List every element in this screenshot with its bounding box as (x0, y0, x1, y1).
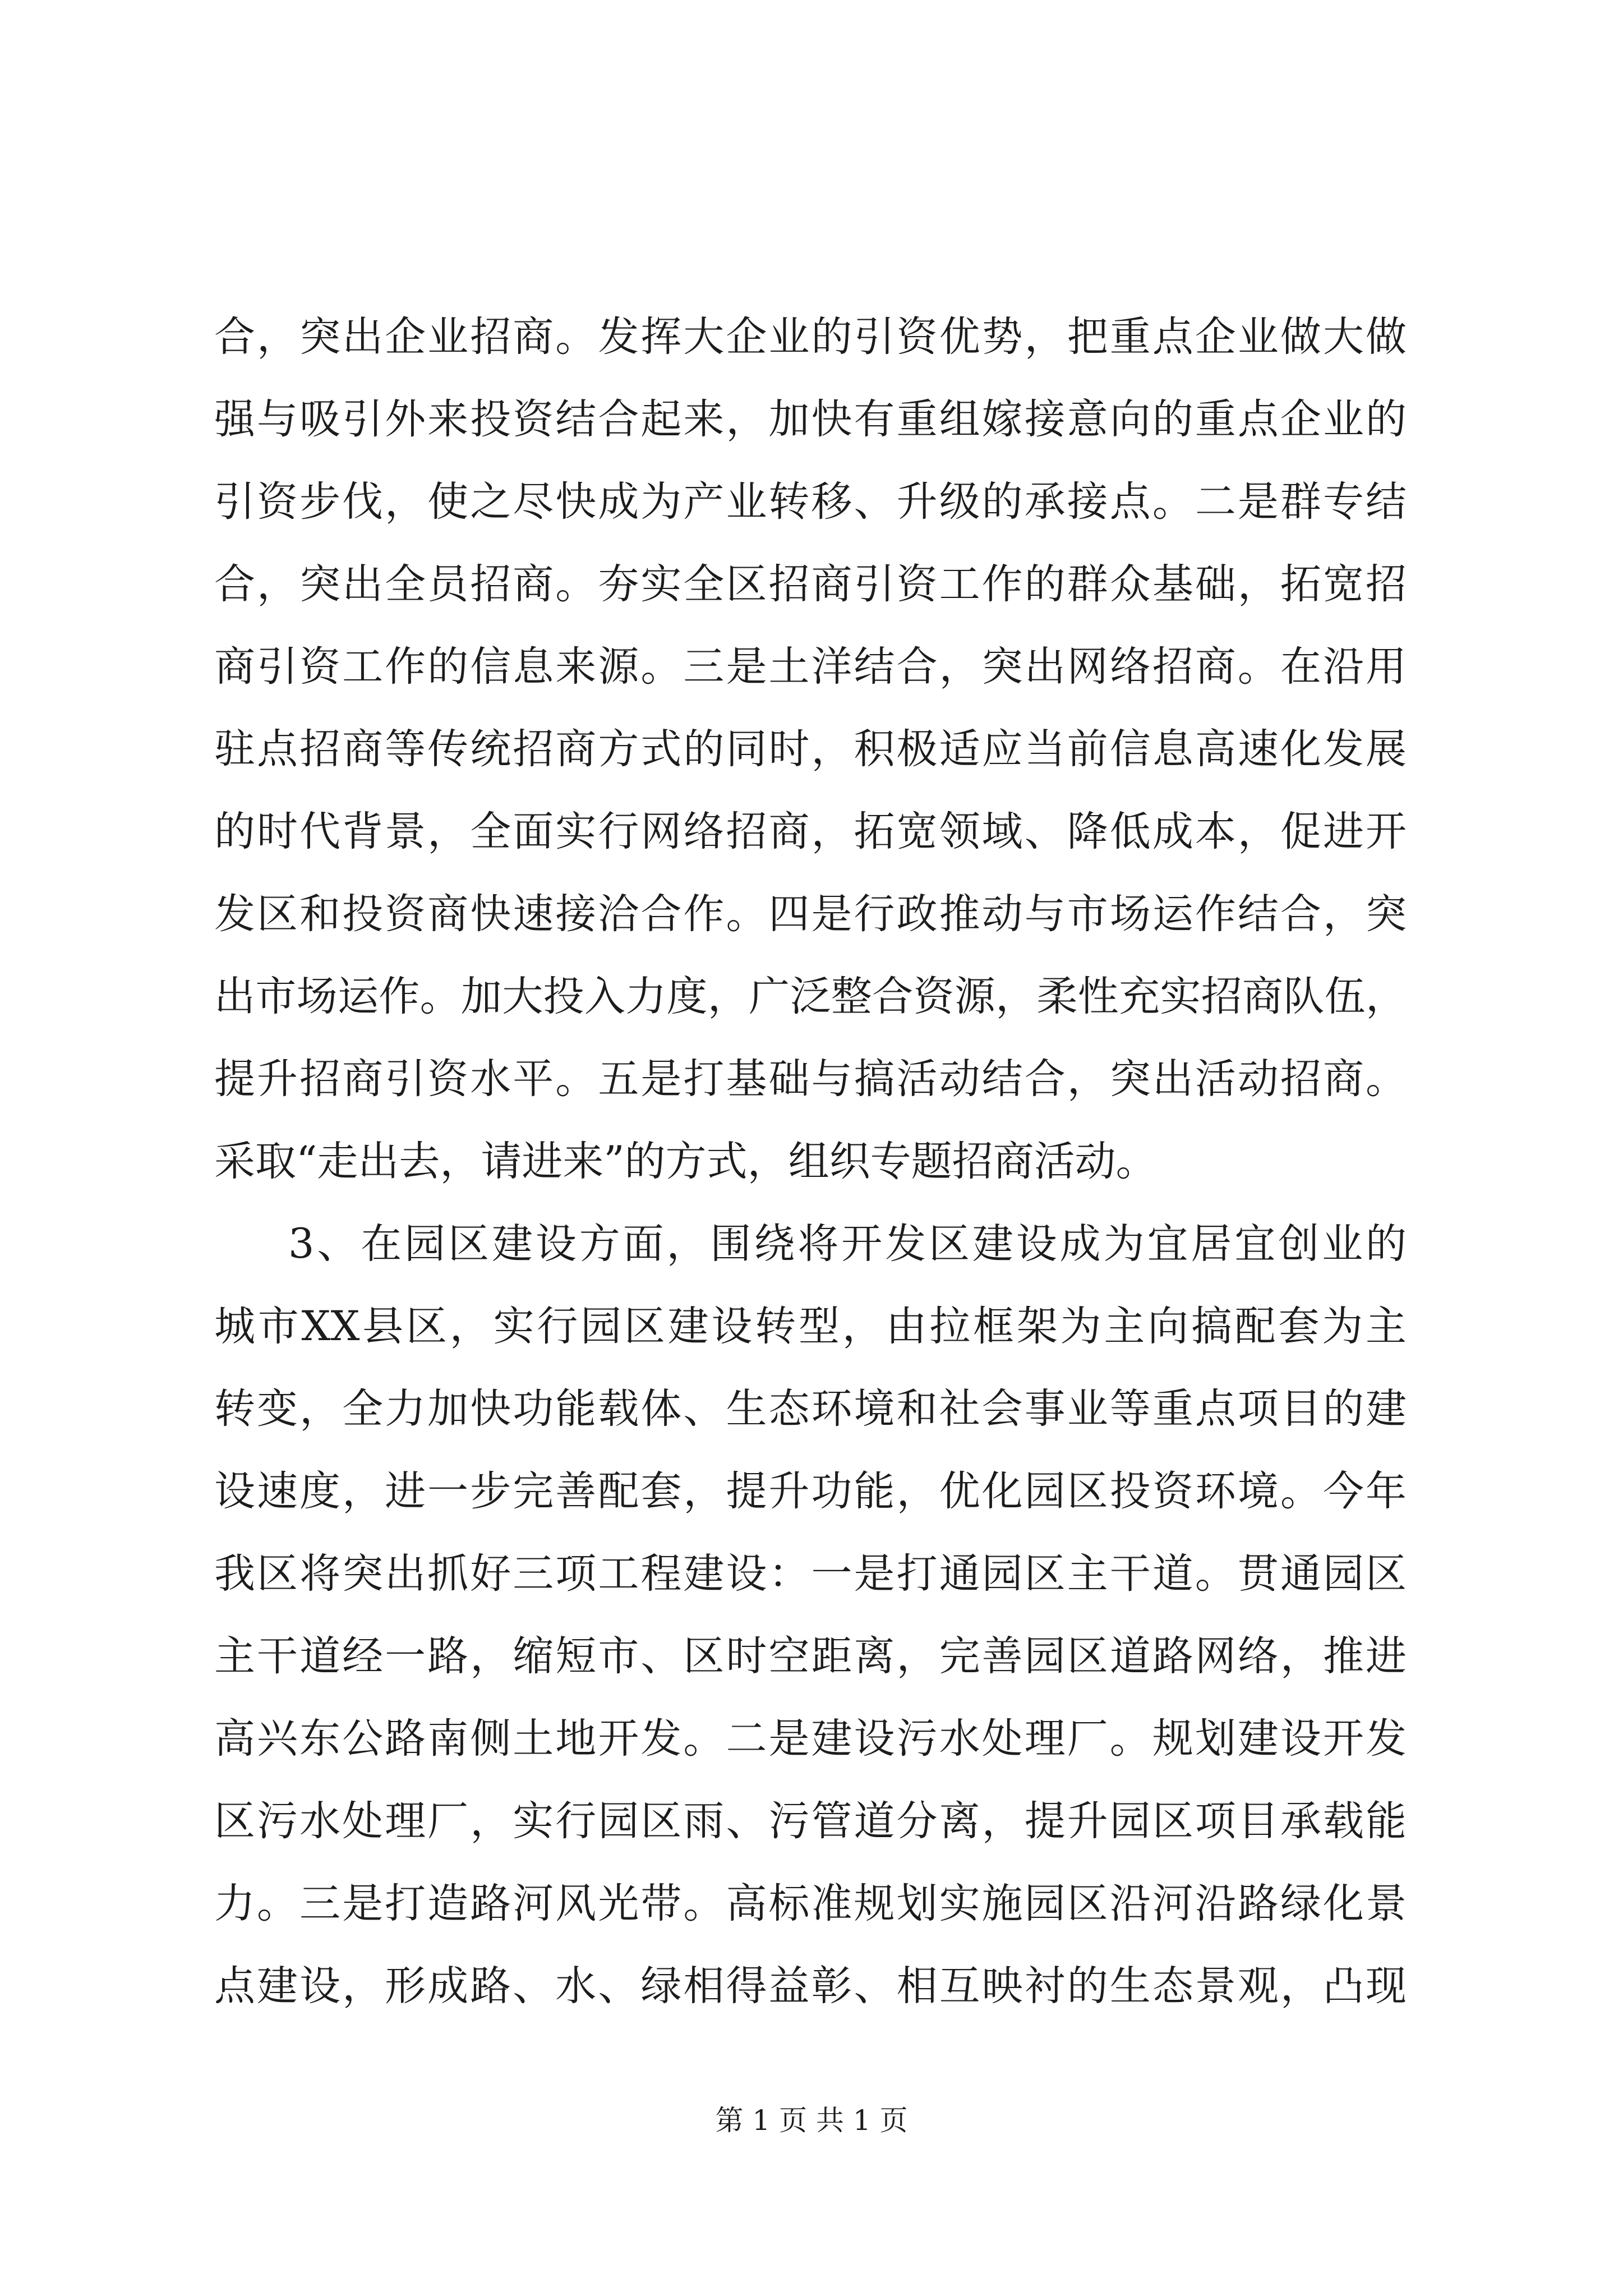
text-line: 发区和投资商快速接洽合作。四是行政推动与市场运作结合，突 (214, 890, 1407, 938)
text-line: 强与吸引外来投资结合起来，加快有重组嫁接意向的重点企业的 (214, 395, 1407, 443)
text-line: 高兴东公路南侧土地开发。二是建设污水处理厂。规划建设开发 (214, 1715, 1407, 1763)
text-line: 城市XX县区，实行园区建设转型，由拉框架为主向搞配套为主 (214, 1303, 1407, 1350)
text-line: 合，突出企业招商。发挥大企业的引资优势，把重点企业做大做 (214, 313, 1407, 361)
text-line: 我区将突出抓好三项工程建设：一是打通园区主干道。贯通园区 (214, 1550, 1407, 1598)
paragraph-2 (214, 1203, 1407, 2027)
text-line: 采取“走出去，请进来”的方式，组织专题招商活动。 (214, 1138, 1157, 1185)
text-line: 区污水处理厂，实行园区雨、污管道分离，提升园区项目承载能 (214, 1797, 1407, 1845)
text-line: 设速度，进一步完善配套，提升功能，优化园区投资环境。今年 (214, 1467, 1407, 1515)
text-line: 力。三是打造路河风光带。高标准规划实施园区沿河沿路绿化景 (214, 1880, 1407, 1927)
text-line: 的时代背景，全面实行网络招商，拓宽领域、降低成本，促进开 (214, 808, 1407, 855)
text-line: 引资步伐，使之尽快成为产业转移、升级的承接点。二是群专结 (214, 478, 1407, 526)
page-number-footer: 第 1 页 共 1 页 (715, 2104, 908, 2137)
text-line: 驻点招商等传统招商方式的同时，积极适应当前信息高速化发展 (214, 725, 1407, 773)
text-line: 3、在园区建设方面，围绕将开发区建设成为宜居宜创业的 (288, 1220, 1407, 1268)
text-line: 主干道经一路，缩短市、区时空距离，完善园区道路网络，推进 (214, 1632, 1407, 1680)
document-body (214, 296, 1407, 2027)
paragraph-1 (214, 296, 1407, 1203)
text-line: 转变，全力加快功能载体、生态环境和社会事业等重点项目的建 (214, 1385, 1407, 1433)
text-line: 提升招商引资水平。五是打基础与搞活动结合，突出活动招商。 (214, 1055, 1407, 1103)
text-line: 出市场运作。加大投入力度，广泛整合资源，柔性充实招商队伍， (214, 973, 1407, 1020)
text-line: 合，突出全员招商。夯实全区招商引资工作的群众基础，拓宽招 (214, 560, 1407, 608)
text-line: 商引资工作的信息来源。三是土洋结合，突出网络招商。在沿用 (214, 643, 1407, 691)
text-line: 点建设，形成路、水、绿相得益彰、相互映衬的生态景观，凸现 (214, 1962, 1407, 2010)
